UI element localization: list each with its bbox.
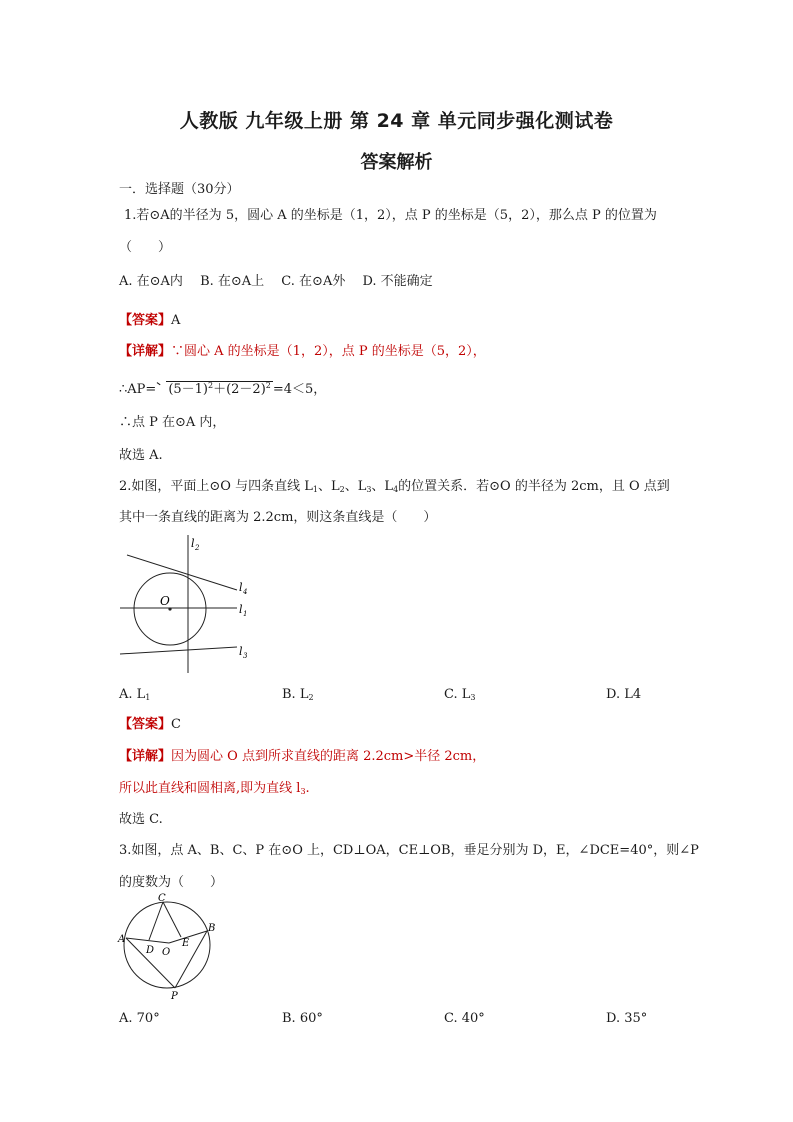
page-title: 人教版 九年级上册 第 24 章 单元同步强化测试卷 [179, 110, 614, 132]
q2-detail-line2 [119, 780, 310, 801]
answer-mark: 【答案】 [119, 717, 172, 732]
stem-part: 、L [371, 479, 394, 494]
q3-option-c: C. 40° [444, 1011, 485, 1026]
q2-detail-line1 [119, 748, 485, 766]
detail-mark: 【详解】 [119, 749, 172, 764]
exponent: 2 [265, 381, 271, 390]
subscript: 2 [308, 693, 314, 702]
line-l3 [120, 647, 237, 654]
stem-part: 、L [344, 479, 367, 494]
q2-option-b [282, 686, 314, 707]
segment-oa [126, 938, 169, 943]
radicand-b: ＋(2－2) [213, 382, 266, 397]
label-e: E [182, 938, 190, 949]
label-d: D [146, 945, 155, 956]
q2-option-d: D. L4 [606, 687, 642, 702]
subscript: 3 [470, 693, 476, 702]
q2-option-a [119, 686, 150, 707]
label-l4-sub: 4 [243, 588, 248, 596]
label-l2-sub: 2 [195, 544, 200, 552]
q2-detail-line3: 故选 C. [119, 812, 163, 827]
q1-detail-line1 [119, 343, 486, 361]
label-b: B [208, 923, 216, 934]
circle-o [124, 902, 210, 988]
label-l1: l [239, 603, 243, 616]
q1-answer [119, 312, 180, 330]
option-text: B. L [282, 687, 309, 702]
answer-mark: 【答案】 [119, 313, 172, 328]
label-c: C [158, 893, 166, 904]
q3-option-d: D. 35° [606, 1011, 648, 1026]
label-l4: l [239, 581, 243, 594]
stem-part: 的位置关系．若⊙O 的半径为 2cm，且 O 点到 [398, 479, 670, 494]
answer-value: A [171, 313, 181, 328]
q3-stem-line2: 的度数为（ ） [119, 875, 224, 890]
subscript: 2 [339, 485, 345, 494]
q1-stem-line2: （ ） [119, 240, 172, 255]
detail-text: 因为圆心 O 点到所求直线的距离 2.2cm>半径 2cm， [171, 749, 486, 764]
q1-options: A. 在⊙A内 B. 在⊙A上 C. 在⊙A外 D. 不能确定 [119, 274, 433, 289]
label-l1-sub: 1 [243, 610, 248, 618]
segment-cd [149, 902, 163, 940]
subscript: 3 [300, 787, 306, 796]
answer-value: C [171, 717, 181, 732]
exponent: 2 [208, 381, 214, 390]
subscript: 1 [145, 693, 151, 702]
formula-suffix: =4＜5， [272, 382, 327, 397]
q3-stem-line1: 3.如图，点 A、B、C、P 在⊙O 上，CD⊥OA，CE⊥OB，垂足分别为 D，E，∠DCE=40°，则∠P [119, 843, 699, 858]
label-a: A [118, 934, 126, 945]
label-p: P [171, 991, 178, 1002]
q2-answer [119, 716, 181, 734]
q2-stem-line2: 其中一条直线的距离为 2.2cm，则这条直线是（ ） [119, 510, 437, 525]
page-subtitle: 答案解析 [360, 152, 433, 173]
formula-prefix: ∴AP= [119, 382, 157, 397]
detail-text: . [305, 781, 310, 796]
q1-detail-line3: ∴点 P 在⊙A 内， [119, 415, 226, 430]
detail-text: 所以此直线和圆相离,即为直线 l [119, 781, 301, 796]
label-l3: l [239, 645, 243, 658]
section-heading: 一．选择题（30分） [119, 182, 240, 197]
q3-option-a: A. 70° [119, 1011, 160, 1026]
q1-detail-line4: 故选 A. [119, 448, 163, 463]
q3-figure [117, 893, 222, 1003]
subscript: 4 [393, 485, 399, 494]
subscript: 3 [366, 485, 372, 494]
option-text: C. L [444, 687, 471, 702]
q2-stem-line1 [119, 478, 670, 499]
q1-detail-line2 [119, 377, 326, 399]
radicand-a: (5－1) [168, 382, 208, 397]
stem-part: 2.如图，平面上⊙O 与四条直线 L [119, 479, 313, 494]
option-text: A. L [119, 687, 146, 702]
sqrt-expression [156, 377, 273, 399]
label-o: O [160, 594, 170, 608]
q2-option-c [444, 686, 475, 707]
detail-text: ∵圆心 A 的坐标是（1，2），点 P 的坐标是（5，2）， [171, 344, 486, 359]
stem-part: 、L [317, 479, 340, 494]
q3-option-b: B. 60° [282, 1011, 323, 1026]
detail-mark: 【详解】 [119, 344, 172, 359]
label-l3-sub: 3 [243, 652, 248, 660]
label-l2: l [191, 537, 195, 550]
subscript: 1 [312, 485, 318, 494]
q1-stem-line1: 1.若⊙A的半径为 5，圆心 A 的坐标是（1，2），点 P 的坐标是（5，2），那么点 P 的位置为 [124, 208, 657, 223]
segment-ce [163, 902, 181, 937]
label-o: O [162, 947, 171, 958]
q2-figure [115, 533, 265, 675]
